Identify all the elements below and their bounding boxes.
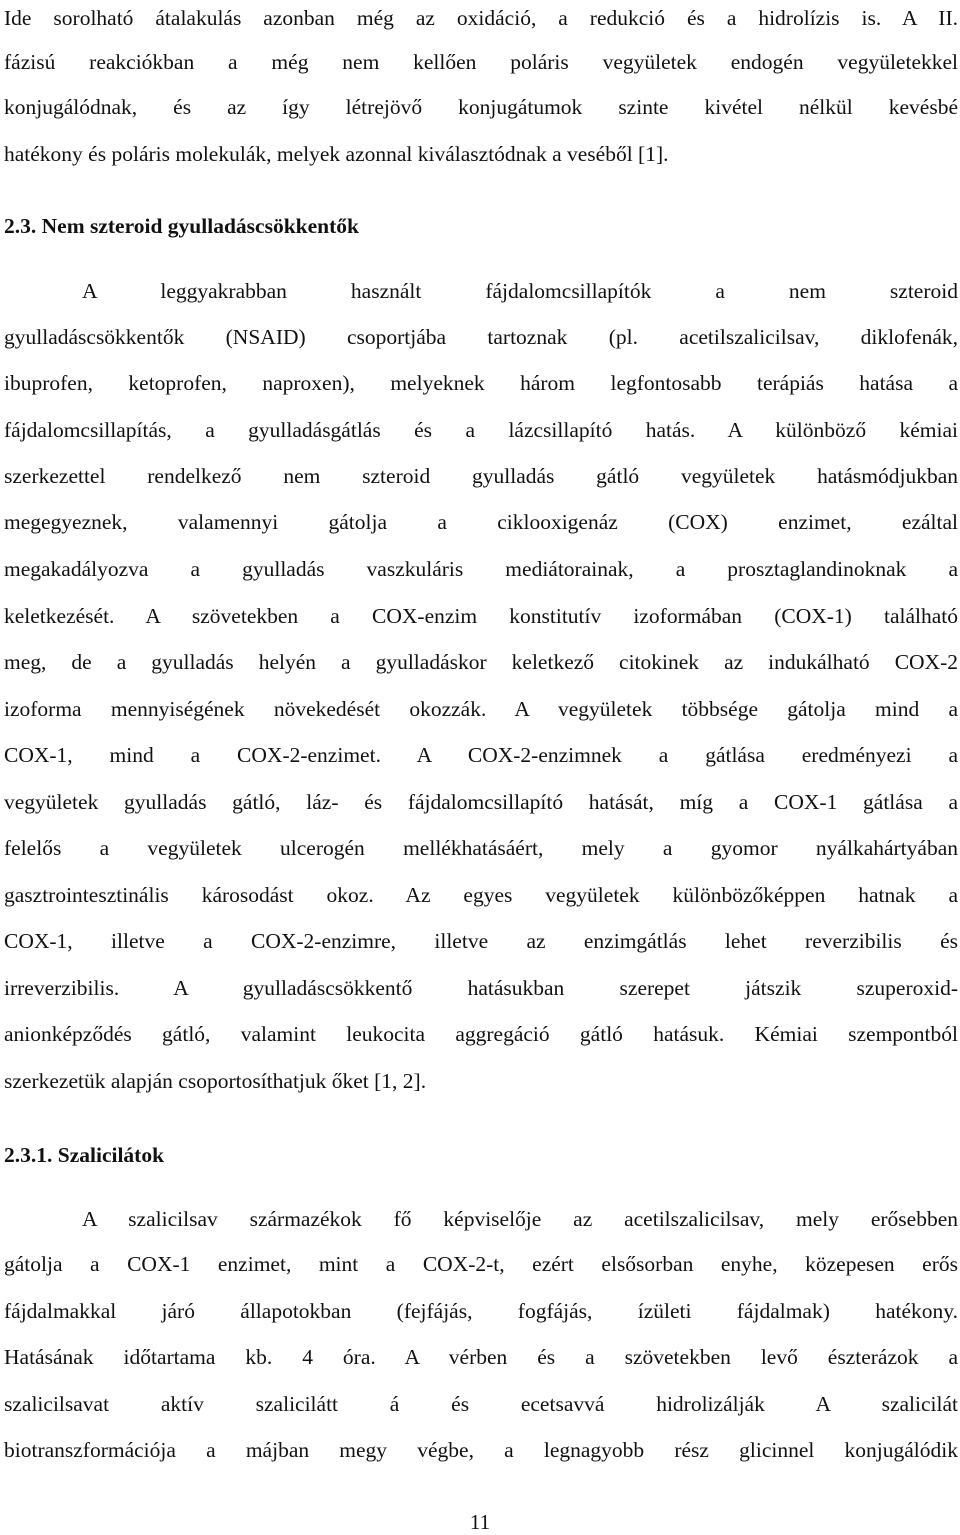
section-line-11: COX-1, mind a COX-2-enzimet. A COX-2-enzimnek a gátlása eredményezi a: [4, 743, 958, 767]
section-line-18: szerkezetük alapján csoportosíthatjuk őket [1, 2].: [4, 1069, 427, 1093]
section-line-10: izoforma mennyiségének növekedését okozzák. A vegyületek többsége gátolja mind a: [4, 697, 958, 721]
intro-line-1: Ide sorolható átalakulás azonban még az oxidáció, a redukció és a hidrolízis is. A II.: [4, 6, 958, 30]
section-line-13: felelős a vegyületek ulcerogén mellékhatásáért, mely a gyomor nyálkahártyában: [4, 836, 958, 860]
section-line-17: anionképződés gátló, valamint leukocita aggregáció gátló hatásuk. Kémiai szempontból: [4, 1022, 958, 1046]
section-line-1: A leggyakrabban használt fájdalomcsillapítók a nem szteroid: [82, 279, 958, 303]
subsection-line-4: Hatásának időtartama kb. 4 óra. A vérben és a szövetekben levő észterázok a: [4, 1345, 958, 1369]
section-line-3: ibuprofen, ketoprofen, naproxen), melyeknek három legfontosabb terápiás hatása a: [4, 371, 958, 395]
section-line-2: gyulladáscsökkentők (NSAID) csoportjába tartoznak (pl. acetilszalicilsav, diklofenák,: [4, 325, 958, 349]
section-line-14: gasztrointesztinális károsodást okoz. Az egyes vegyületek különbözőképpen hatnak a: [4, 883, 958, 907]
section-line-16: irreverzibilis. A gyulladáscsökkentő hatásukban szerepet játszik szuperoxid-: [4, 976, 958, 1000]
subsection-line-3: fájdalmakkal járó állapotokban (fejfájás, fogfájás, ízületi fájdalmak) hatékony.: [4, 1299, 958, 1323]
section-line-6: megegyeznek, valamennyi gátolja a ciklooxigenáz (COX) enzimet, ezáltal: [4, 510, 958, 534]
subsection-heading: 2.3.1. Szalicilátok: [4, 1143, 165, 1167]
intro-line-3: konjugálódnak, és az így létrejövő konjugátumok szinte kivétel nélkül kevésbé: [4, 95, 958, 119]
intro-line-2: fázisú reakciókban a még nem kellően poláris vegyületek endogén vegyületekkel: [4, 50, 958, 74]
subsection-line-5: szalicilsavat aktív szalicilátt á és ecetsavvá hidrolizálják A szalicilát: [4, 1392, 958, 1416]
section-line-9: meg, de a gyulladás helyén a gyulladáskor keletkező citokinek az indukálható COX-2: [4, 650, 958, 674]
section-line-4: fájdalomcsillapítás, a gyulladásgátlás és a lázcsillapító hatás. A különböző kémiai: [4, 418, 958, 442]
subsection-line-6: biotranszformációja a májban megy végbe, a legnagyobb rész glicinnel konjugálódik: [4, 1438, 958, 1462]
section-line-8: keletkezését. A szövetekben a COX-enzim konstitutív izoformában (COX-1) található: [4, 604, 958, 628]
intro-line-4: hatékony és poláris molekulák, melyek azonnal kiválasztódnak a veséből [1].: [4, 142, 669, 166]
section-line-5: szerkezettel rendelkező nem szteroid gyulladás gátló vegyületek hatásmódjukban: [4, 464, 958, 488]
section-heading: 2.3. Nem szteroid gyulladáscsökkentők: [4, 214, 359, 238]
section-line-12: vegyületek gyulladás gátló, láz- és fájdalomcsillapító hatását, míg a COX-1 gátlása a: [4, 790, 958, 814]
section-line-7: megakadályozva a gyulladás vaszkuláris mediátorainak, a prosztaglandinoknak a: [4, 557, 958, 581]
subsection-line-2: gátolja a COX-1 enzimet, mint a COX-2-t, ezért elsősorban enyhe, közepesen erős: [4, 1252, 958, 1276]
page-number: 11: [469, 1510, 491, 1534]
section-line-15: COX-1, illetve a COX-2-enzimre, illetve az enzimgátlás lehet reverzibilis és: [4, 929, 958, 953]
subsection-line-1: A szalicilsav származékok fő képviselője az acetilszalicilsav, mely erősebben: [82, 1207, 958, 1231]
